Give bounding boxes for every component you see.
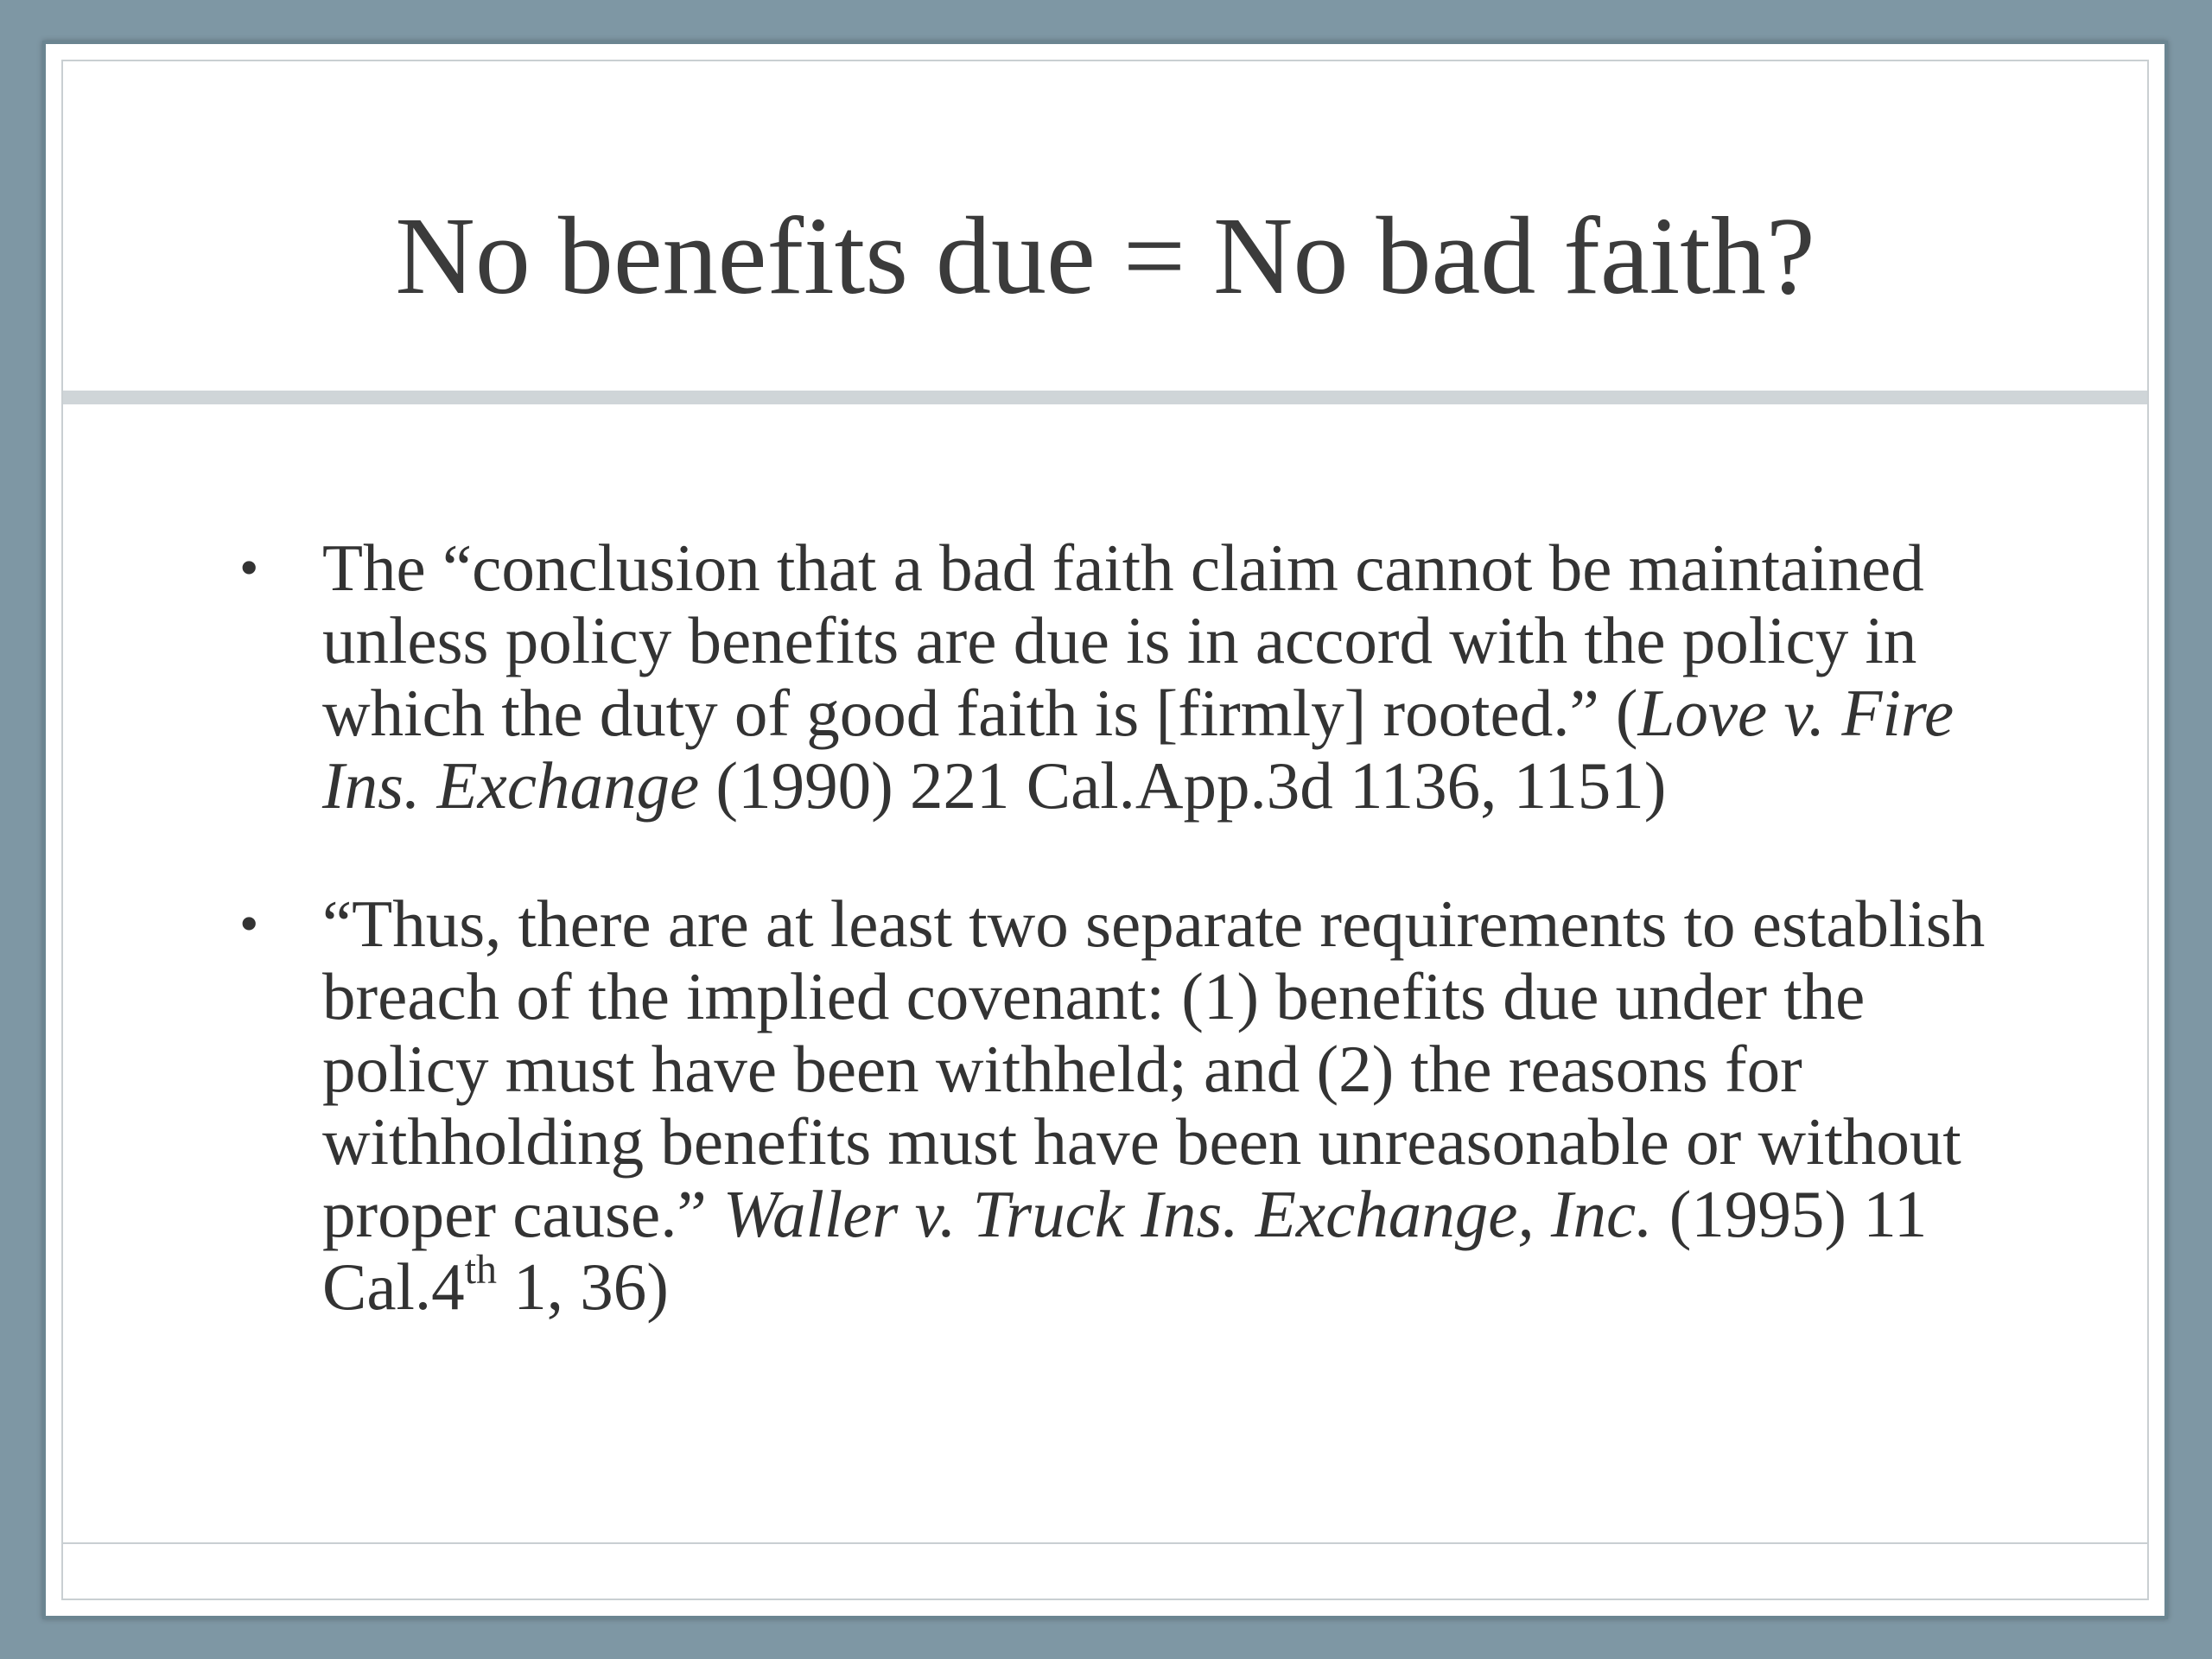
bullet-1-quote: The “conclusion that a bad faith claim cannot be maintained unless policy benefits are due is in accord with the policy in which the duty of good faith is [firmly] rooted.” ( xyxy=(322,531,1924,750)
bullet-1-citation: (1990) 221 Cal.App.3d 1136, 1151) xyxy=(699,748,1667,823)
bullet-item-waller-case xyxy=(322,887,2033,1323)
bullet-list xyxy=(322,531,2033,1389)
bullet-1-case-name: Love v. Fire Ins. Exchange xyxy=(322,676,1955,823)
footer-divider xyxy=(63,1542,2147,1544)
slide xyxy=(42,41,2168,1619)
bullet-2-citation-end: 1, 36) xyxy=(497,1249,669,1324)
bullet-2-quote: “Thus, there are at least two separate requirements to establish breach of the implied covenant: (1) benefits due under the policy must have been withheld; and (2) the reasons for withholding benefits must have been unreasonable or without proper cause.” xyxy=(322,887,1986,1251)
slide-title: No benefits due = No bad faith? xyxy=(395,194,1815,317)
bullet-2-case-name: Waller v. Truck Ins. Exchange, Inc. xyxy=(722,1177,1653,1251)
bullet-2-citation-start: (1995) 11 Cal.4 xyxy=(322,1177,1928,1324)
bullet-2-citation-superscript: th xyxy=(464,1247,498,1293)
title-divider xyxy=(63,391,2147,404)
bullet-item-love-case xyxy=(322,531,2033,822)
